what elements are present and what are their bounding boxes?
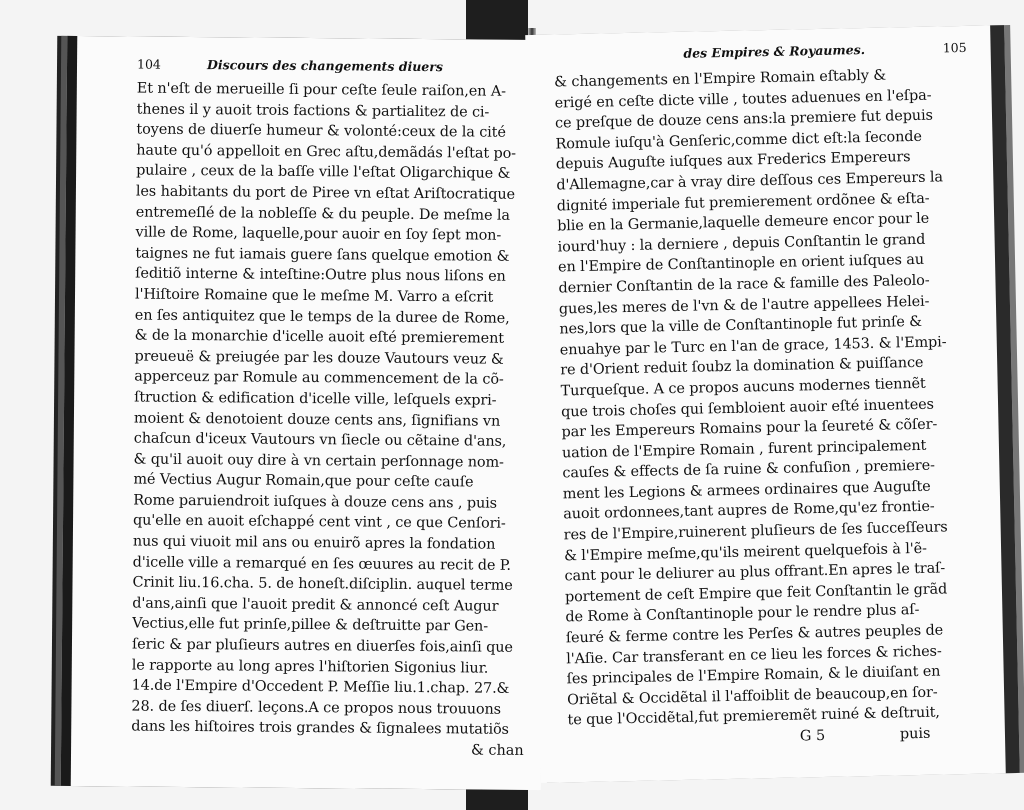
- text-line: nus qui viuoit mil ans ou enuirõ apres la fondation: [132, 533, 496, 553]
- text-line: iourd'huy : la derniere , depuis Conſtantin le grand: [557, 231, 926, 256]
- text-line: cant pour le deliurer au plus offrant.En apres le traſ-: [564, 560, 946, 585]
- text-line: l'Aſie. Car transferant en ce lieu les forces & riches-: [566, 643, 942, 667]
- left-page-footer: [71, 737, 541, 761]
- text-line: ville de Rome, laquelle,pour auoir en ſoy ſept mon-: [135, 224, 502, 244]
- text-line: que trois choſes qui ſembloient auoir eſté inuentees: [560, 396, 935, 420]
- text-line: toyens de diuerſe humeur & volonté:ceux de la cité: [136, 121, 506, 141]
- text-line: dans les hiſtoires trois grandes & ſignalees mutatiõs: [131, 718, 509, 739]
- catchword: & chan: [470, 742, 524, 759]
- text-line: par les Empereurs Romains pour la ſeureté & cõſer-: [561, 416, 938, 441]
- text-line: ſtruction & edification d'icelle ville, leſquels expri-: [134, 389, 497, 409]
- text-line: te que l'Occidẽtal,fut premieremẽt ruiné & deſtruit,: [567, 704, 940, 729]
- text-line: re d'Orient reduit ſoubz la domination & puiſſance: [560, 355, 924, 379]
- text-line: mé Vectius Augur Romain,que pour ceſte cauſe: [133, 471, 474, 491]
- text-line: Romule iuſqu'à Genſeric,comme dict eſt:la ſeconde: [555, 128, 922, 153]
- right-page: [525, 25, 1020, 783]
- text-line: Oriẽtal & Occidẽtal il l'affoiblit de beaucoup,en ſor-: [566, 684, 938, 709]
- left-page: [61, 36, 548, 790]
- text-line: enuahye par le Turc en l'an de grace, 1453. & l'Empi-: [559, 334, 947, 359]
- text-line: cauſes & effects de ſa ruine & confuſion , premiere-: [562, 457, 935, 482]
- text-line: pulaire , ceux de la baſſe ville l'eſtat Oligarchique &: [136, 162, 511, 183]
- text-line: ſeditiõ interne & inteſtine:Outre plus nous liſons en: [135, 265, 506, 286]
- text-line: apperceuz par Romule au commencement de la cõ-: [134, 368, 504, 389]
- text-line: l'Hiſtoire Romaine que le meſme M. Varro a eſcrit: [134, 286, 494, 306]
- text-line: ſeric & par pluſieurs autres en diuerſes fois,ainſi que: [131, 636, 513, 656]
- text-line: en l'Empire de Conſtantinople en orient iuſques au: [557, 252, 925, 276]
- text-line: d'icelle ville a remarqué en ſes œuures au recit de P.: [132, 554, 512, 574]
- text-line: le rapporte au long apres l'hiſtorien Sigonius liur.: [131, 657, 489, 677]
- text-line: & changements en l'Empire Romain eſtably &: [554, 67, 887, 91]
- text-line: moient & denotoient douze cents ans, ſignifians vn: [133, 410, 501, 430]
- text-line: ſes principales de l'Empire Romain, & le diuiſant en: [566, 663, 941, 688]
- text-line: ſeuré & ferme contre les Perſes & autres peuples de: [565, 622, 944, 647]
- text-line: Rome paruiendroit iuſques à douze cens ans , puis: [133, 492, 498, 512]
- text-line: qu'elle en auoit eſchappé cent vint , ce que Cenſori-: [132, 512, 506, 533]
- signature-mark: G 5: [799, 727, 826, 745]
- text-line: chaſcun d'iceux Vautours vn ſiecle ou cẽtaine d'ans,: [133, 430, 507, 450]
- catchword: puis: [899, 725, 931, 743]
- text-line: dignité imperiale fut premierement ordõnee & eſta-: [556, 190, 930, 215]
- text-line: & qu'il auoit ouy dire à vn certain perſonnage nom-: [133, 451, 504, 471]
- text-line: 28. de ſes diuerſ. leçons.A ce propos nous trouuons: [131, 698, 502, 718]
- text-line: ce preſque de douze cens ans:la premiere fut depuis: [554, 107, 933, 132]
- text-line: auoit ordonnees,tant aupres de Rome,qu'ez frontie-: [563, 499, 935, 523]
- running-head: des Empires & Royaumes.: [683, 41, 866, 61]
- text-line: Et n'eſt de merueille ſi pour ceſte ſeule raiſon,en A-: [136, 80, 506, 100]
- left-page-header: [77, 36, 547, 82]
- left-page-text: [71, 78, 547, 741]
- text-line: portement de ceſt Empire que feit Conſtantin le grãd: [564, 581, 948, 606]
- text-line: uation de l'Empire Romain , furent principalement: [561, 437, 927, 462]
- text-line: d'ans,ainſi que l'auoit predit & annoncé ceſt Augur: [132, 595, 499, 615]
- text-line: taignes ne fut iamais guere ſans quelque emotion &: [135, 245, 510, 265]
- running-head: Discours des changements diuers: [206, 57, 443, 75]
- open-book: [36, 8, 1012, 793]
- text-line: d'Allemagne,car à vray dire deſſous ces Empereurs la: [556, 169, 944, 194]
- text-line: blie en la Germanie,laquelle demeure encor pour le: [557, 210, 930, 235]
- text-line: les habitants du port de Piree vn eſtat Ariſtocratique: [135, 183, 516, 203]
- text-line: Crinit liu.16.cha. 5. de honeſt.diſciplin. auquel terme: [132, 574, 513, 595]
- text-line: haute qu'ó appelloit en Grec aſtu,demãdás l'eſtat po-: [136, 142, 517, 162]
- page-number: 105: [942, 39, 967, 56]
- text-line: Vectius,elle fut prinſe,pillee & deſtruitte par Gen-: [132, 615, 489, 636]
- text-line: dernier Conſtantin de la race & famille des Paleolo-: [558, 272, 930, 297]
- text-line: preueuë & preiugée par les douze Vautours veuz &: [134, 348, 504, 368]
- text-line: depuis Auguſte iuſques aux Frederics Empereurs: [555, 149, 911, 173]
- text-line: & l'Empire meſme,qu'ils meirent quelquefois à l'ẽ-: [563, 540, 927, 565]
- text-line: nes,lors que la ville de Conſtantinople fut prinſe &: [559, 313, 923, 338]
- text-line: en ſes antiquitez que le temps de la duree de Rome,: [134, 307, 510, 327]
- text-line: erigé en ceſte dicte ville , toutes aduenues en l'eſpa-: [554, 87, 932, 112]
- text-line: gues,les meres de l'vn & de l'autre appellees Helei-: [558, 293, 930, 317]
- text-line: thenes il y auoit trois factions & partialitez de ci-: [136, 101, 490, 121]
- right-page-text: [526, 61, 1005, 732]
- text-line: ment les Legions & armees ordinaires que Auguſte: [562, 478, 931, 503]
- page-number: 104: [136, 56, 161, 72]
- text-line: de Rome à Conſtantinople pour le rendre plus aſ-: [565, 602, 920, 626]
- text-line: 14.de l'Empire d'Occedent P. Meſſie liu.1.chap. 27.&: [131, 677, 510, 698]
- text-line: Turqueſque. A ce propos aucuns modernes tiennẽt: [560, 375, 926, 400]
- text-line: & de la monarchie d'icelle auoit eſté premierement: [134, 327, 505, 347]
- text-line: entremeſlé de la nobleſſe & du peuple. De meſme la: [135, 204, 510, 224]
- text-line: res de l'Empire,ruinerent pluſieurs de ſes ſucceſſeurs: [563, 519, 948, 544]
